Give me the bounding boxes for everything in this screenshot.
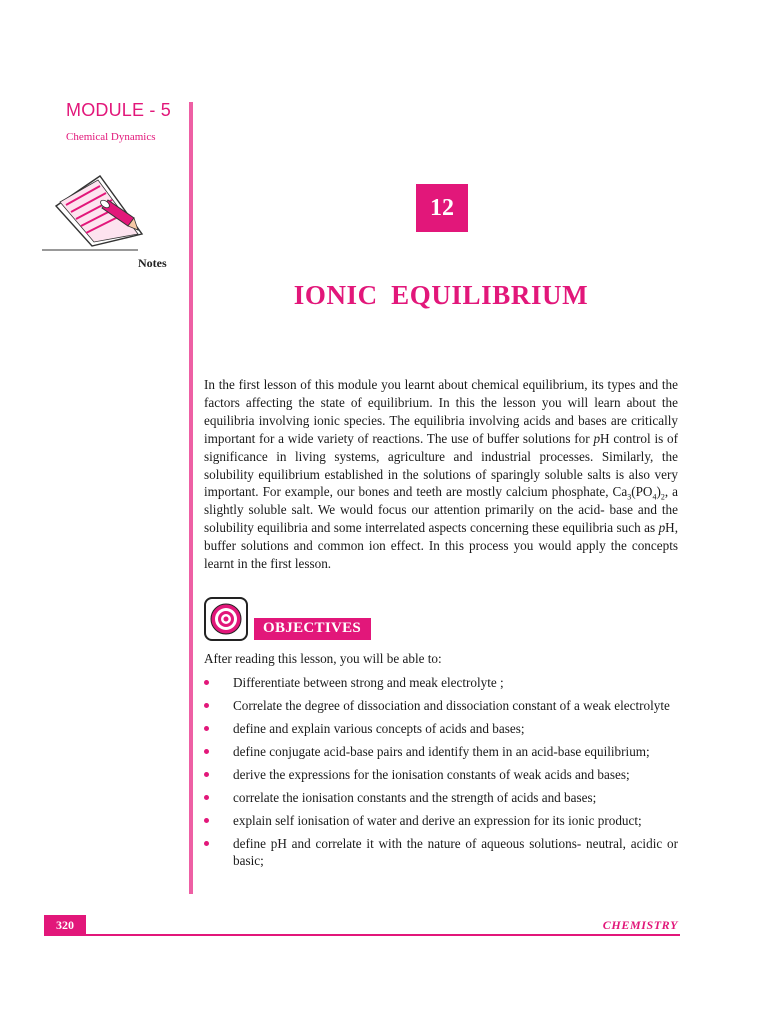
notebook-pencil-icon [42,172,174,256]
list-item: Correlate the degree of dissociation and dissociation constant of a weak electrolyte [204,697,678,714]
module-title: MODULE - 5 [66,100,172,120]
bullet-icon [204,772,209,777]
list-item: define conjugate acid-base pairs and identify them in an acid-base equilibrium; [204,743,678,760]
list-item: derive the expressions for the ionisation constants of weak acids and bases; [204,766,678,783]
module-subtitle: Chemical Dynamics [66,131,156,143]
bullet-icon [204,818,209,823]
list-item: define pH and correlate it with the nature of aqueous solutions- neutral, acidic or basic; [204,835,678,869]
footer-subject: CHEMISTRY [602,918,678,932]
bullet-icon [204,680,209,685]
bullet-icon [204,841,209,846]
list-item: define and explain various concepts of acids and bases; [204,720,678,737]
chapter-number: 12 [416,184,468,232]
page-number: 320 [44,915,86,936]
objectives-heading: OBJECTIVES [254,618,371,640]
chapter-title: IONIC EQUILIBRIUM [293,280,589,310]
intro-paragraph: In the first lesson of this module you learnt about chemical equilibrium, its types and the factors affecting the state of equilibrium. In this the lesson you will learn about the equilibria involving ionic species. The equilibria involving acids and bases are critically important for a wide variety of reactions. The use of buffer solutions for pH control is of significance in living systems, agriculture and industrial processes. Similarly, the solubility equilibrium established in the solutions of sparingly soluble salts is also very important. For example, our bones and teeth are mostly calcium phosphate, $Ca_3(PO_4)_2$, a slightly soluble salt. We would focus our attention primarily on the acid- base and the solubility equilibria and some interrelated aspects concerning these equilibria such as pH, buffer solutions and common ion effect. In this process you would apply the concepts learnt in the first lesson. [204,377,679,572]
list-item: Differentiate between strong and meak electrolyte ; [204,674,678,691]
bullet-icon [204,749,209,754]
target-icon [204,597,248,641]
bullet-icon [204,795,209,800]
list-item: correlate the ionisation constants and the strength of acids and bases; [204,789,678,806]
objectives-intro: After reading this lesson, you will be able to: [204,651,442,666]
bullet-icon [204,726,209,731]
footer-rule [44,934,680,936]
margin-divider [189,102,193,894]
bullet-icon [204,703,209,708]
notes-label: Notes [138,256,167,270]
list-item: explain self ionisation of water and derive an expression for its ionic product; [204,812,678,829]
objectives-list [204,674,678,875]
